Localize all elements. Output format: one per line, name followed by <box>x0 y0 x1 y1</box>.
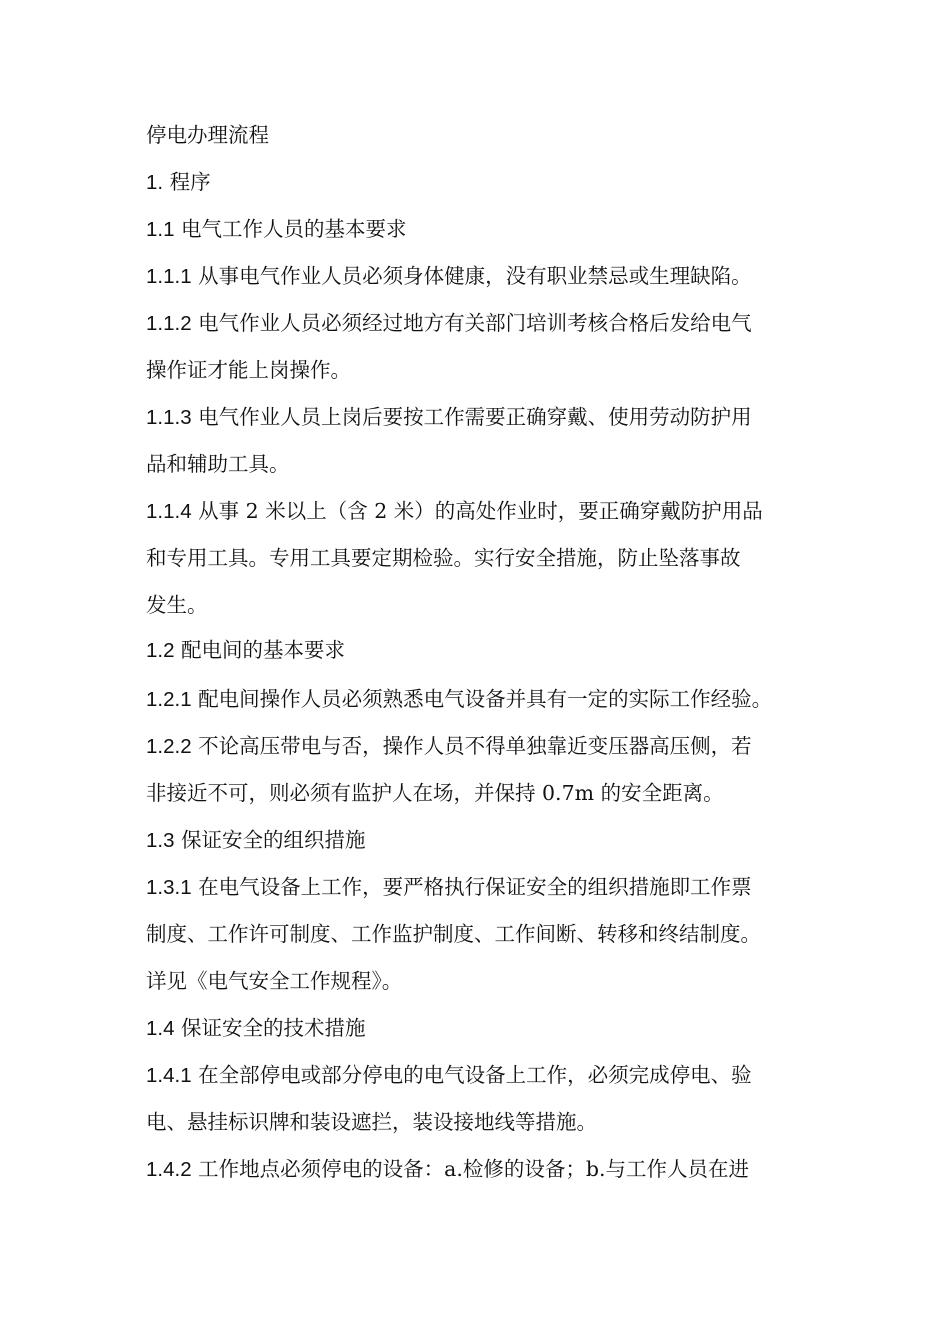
line-text: 在全部停电或部分停电的电气设备上工作，必须完成停电、验 <box>191 1063 752 1087</box>
paragraph-1-1-4 <box>146 496 763 526</box>
line-text: 非接近不可，则必须有监护人在场，并保持 0.7m 的安全距离。 <box>146 781 724 805</box>
line-number: 1.2 <box>146 639 175 662</box>
line-text: 详见《电气安全工作规程》。 <box>146 969 403 993</box>
paragraph-1-2-1 <box>146 684 772 714</box>
line-text: 操作证才能上岗操作。 <box>146 358 351 382</box>
paragraph-1-4-1 <box>146 1060 752 1090</box>
paragraph-1-1-1 <box>146 261 752 291</box>
line-text: 配电间的基本要求 <box>174 638 346 662</box>
line-number: 1.2.2 <box>146 735 192 758</box>
line-number: 1.1.4 <box>146 500 192 523</box>
line-text: 发生。 <box>146 593 208 617</box>
paragraph-continuation <box>146 966 402 996</box>
heading-1-4 <box>146 1013 366 1043</box>
line-text: 程序 <box>163 170 211 194</box>
line-text: 保证安全的组织措施 <box>174 828 366 852</box>
line-number: 1.3.1 <box>146 876 192 899</box>
line-number: 1.1.1 <box>146 265 192 288</box>
paragraph-continuation <box>146 590 208 620</box>
line-number: 1.1 <box>146 218 175 241</box>
line-number: 1. <box>146 171 164 194</box>
line-number: 1.4.1 <box>146 1064 192 1087</box>
paragraph-1-3-1 <box>146 872 752 902</box>
line-text: 制度、工作许可制度、工作监护制度、工作间断、转移和终结制度。 <box>146 922 761 946</box>
heading-1-1 <box>146 214 407 244</box>
line-number: 1.1.3 <box>146 406 192 429</box>
paragraph-continuation <box>146 355 351 385</box>
paragraph-1-1-3 <box>146 402 752 432</box>
line-text: 从事电气作业人员必须身体健康，没有职业禁忌或生理缺陷。 <box>191 264 752 288</box>
line-text: 从事 2 米以上（含 2 米）的高处作业时，要正确穿戴防护用品 <box>191 499 763 523</box>
line-text: 电气作业人员必须经过地方有关部门培训考核合格后发给电气 <box>191 311 752 335</box>
paragraph-1-2-2 <box>146 731 752 761</box>
line-number: 1.1.2 <box>146 312 192 335</box>
line-number: 1.4.2 <box>146 1158 192 1181</box>
heading-1-3 <box>146 825 366 855</box>
line-text: 保证安全的技术措施 <box>174 1016 366 1040</box>
line-text: 在电气设备上工作，要严格执行保证安全的组织措施即工作票 <box>191 875 752 899</box>
paragraph-continuation <box>146 1107 597 1137</box>
line-text: 和专用工具。专用工具要定期检验。实行安全措施，防止坠落事故 <box>146 546 741 570</box>
paragraph-continuation <box>146 919 761 949</box>
paragraph-1-1-2 <box>146 308 752 338</box>
line-text: 电、悬挂标识牌和装设遮拦，装设接地线等措施。 <box>146 1110 597 1134</box>
paragraph-1-4-2 <box>146 1154 749 1184</box>
paragraph-continuation <box>146 449 290 479</box>
line-text: 品和辅助工具。 <box>146 452 290 476</box>
line-number: 1.3 <box>146 829 175 852</box>
line-text: 配电间操作人员必须熟悉电气设备并具有一定的实际工作经验。 <box>191 687 773 711</box>
heading-1 <box>146 167 211 197</box>
document-title: 停电办理流程 <box>146 123 269 147</box>
line-text: 电气作业人员上岗后要按工作需要正确穿戴、使用劳动防护用 <box>191 405 752 429</box>
line-text: 工作地点必须停电的设备：a.检修的设备；b.与工作人员在进 <box>191 1157 750 1181</box>
line-number: 1.4 <box>146 1017 175 1040</box>
line-text: 电气工作人员的基本要求 <box>174 217 407 241</box>
heading-1-2 <box>146 635 345 665</box>
paragraph-continuation <box>146 778 724 808</box>
paragraph-continuation <box>146 543 741 573</box>
line-text: 不论高压带电与否，操作人员不得单独靠近变压器高压侧，若 <box>191 734 752 758</box>
line-number: 1.2.1 <box>146 688 192 711</box>
